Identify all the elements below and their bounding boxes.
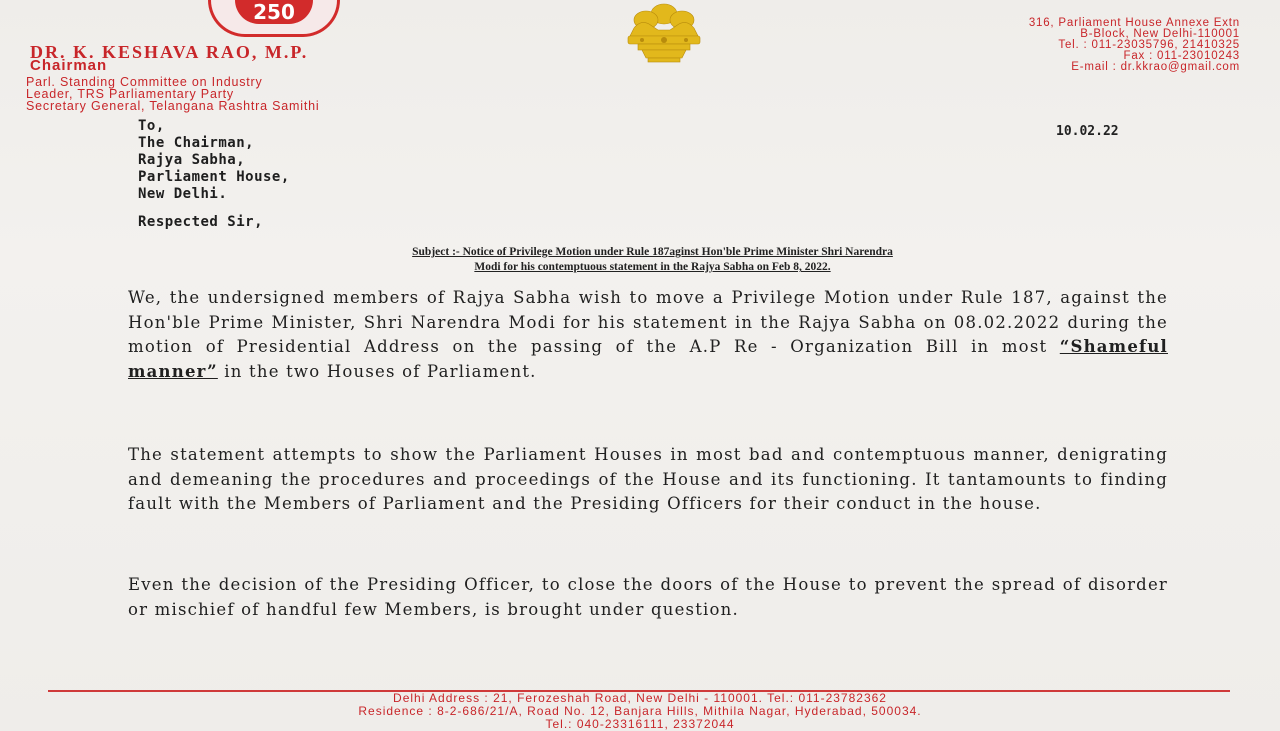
body-paragraph-1 [128, 286, 1168, 384]
body-paragraph-3: Even the decision of the Presiding Officer, to close the doors of the House to prevent the spread of disorder or mischief of handful few Members, is brought under question. [128, 575, 1168, 619]
logo-number: 250 [235, 0, 313, 24]
recipient-line: To, [138, 118, 165, 134]
paragraph-text: We, the undersigned members of Rajya Sabha wish to move a Privilege Motion under Rule 187, against the Hon'ble Prime Minister, Shri Narendra Modi for his statement in the Rajya Sabha on 08.02.2022 during the motion of Presidential Address on the passing of the A.P Re - Organization Bill in most [128, 288, 1168, 356]
address-line: B-Block, New Delhi-110001 [1080, 28, 1240, 40]
sender-role: Parl. Standing Committee on Industry [26, 75, 263, 89]
salutation: Respected Sir, [138, 214, 264, 230]
sender-title: Chairman [30, 57, 108, 74]
footer-address [100, 692, 1180, 731]
footer-line: Residence : 8-2-686/21/A, Road No. 12, Banjara Hills, Mithila Nagar, Hyderabad, 500034. [358, 704, 922, 718]
recipient-line: Parliament House, [138, 169, 290, 185]
sender-roles [26, 76, 319, 112]
address-line: 316, Parliament House Annexe Extn [1028, 17, 1240, 29]
letter-date: 10.02.22 [1056, 124, 1119, 139]
footer-line: Tel.: 040-23316111, 23372044 [545, 717, 735, 731]
footer-line: Delhi Address : 21, Ferozeshah Road, New Delhi - 110001. Tel.: 011-23782362 [393, 691, 887, 705]
body-paragraph-2: The statement attempts to show the Parliament Houses in most bad and contemptuous manner, denigrating and demeaning the procedures and proceedings of the House and its functioning. It tantamounts to finding fault with the Members of Parliament and the Presiding Officers for their conduct in the house. [128, 445, 1168, 513]
sender-role: Secretary General, Telangana Rashtra Samithi [26, 99, 320, 113]
recipient-line: The Chairman, [138, 135, 255, 151]
subject-line [160, 245, 1145, 275]
subject-line-1: Subject :- Notice of Privilege Motion under Rule 187aginst Hon'ble Prime Minister Shri Narendra [412, 246, 893, 258]
recipient-block [138, 118, 290, 203]
recipient-line: New Delhi. [138, 186, 228, 202]
sender-name: DR. K. KESHAVA RAO, M.P. [30, 42, 309, 62]
subject-line-2: Modi for his contemptuous statement in the Rajya Sabha on Feb 8, 2022. [474, 261, 831, 273]
email-line: E-mail : dr.kkrao@gmail.com [1071, 61, 1240, 73]
emphasis-text: “Shameful manner” [128, 337, 1168, 381]
address-line: Fax : 011-23010243 [1123, 50, 1240, 62]
sender-role: Leader, TRS Parliamentary Party [26, 87, 234, 101]
office-address [880, 18, 1240, 73]
national-emblem-icon [612, 0, 716, 66]
address-line: Tel. : 011-23035796, 21410325 [1058, 39, 1240, 51]
recipient-line: Rajya Sabha, [138, 152, 246, 168]
paragraph-text: in the two Houses of Parliament. [217, 361, 537, 381]
anniversary-logo [208, 0, 340, 37]
